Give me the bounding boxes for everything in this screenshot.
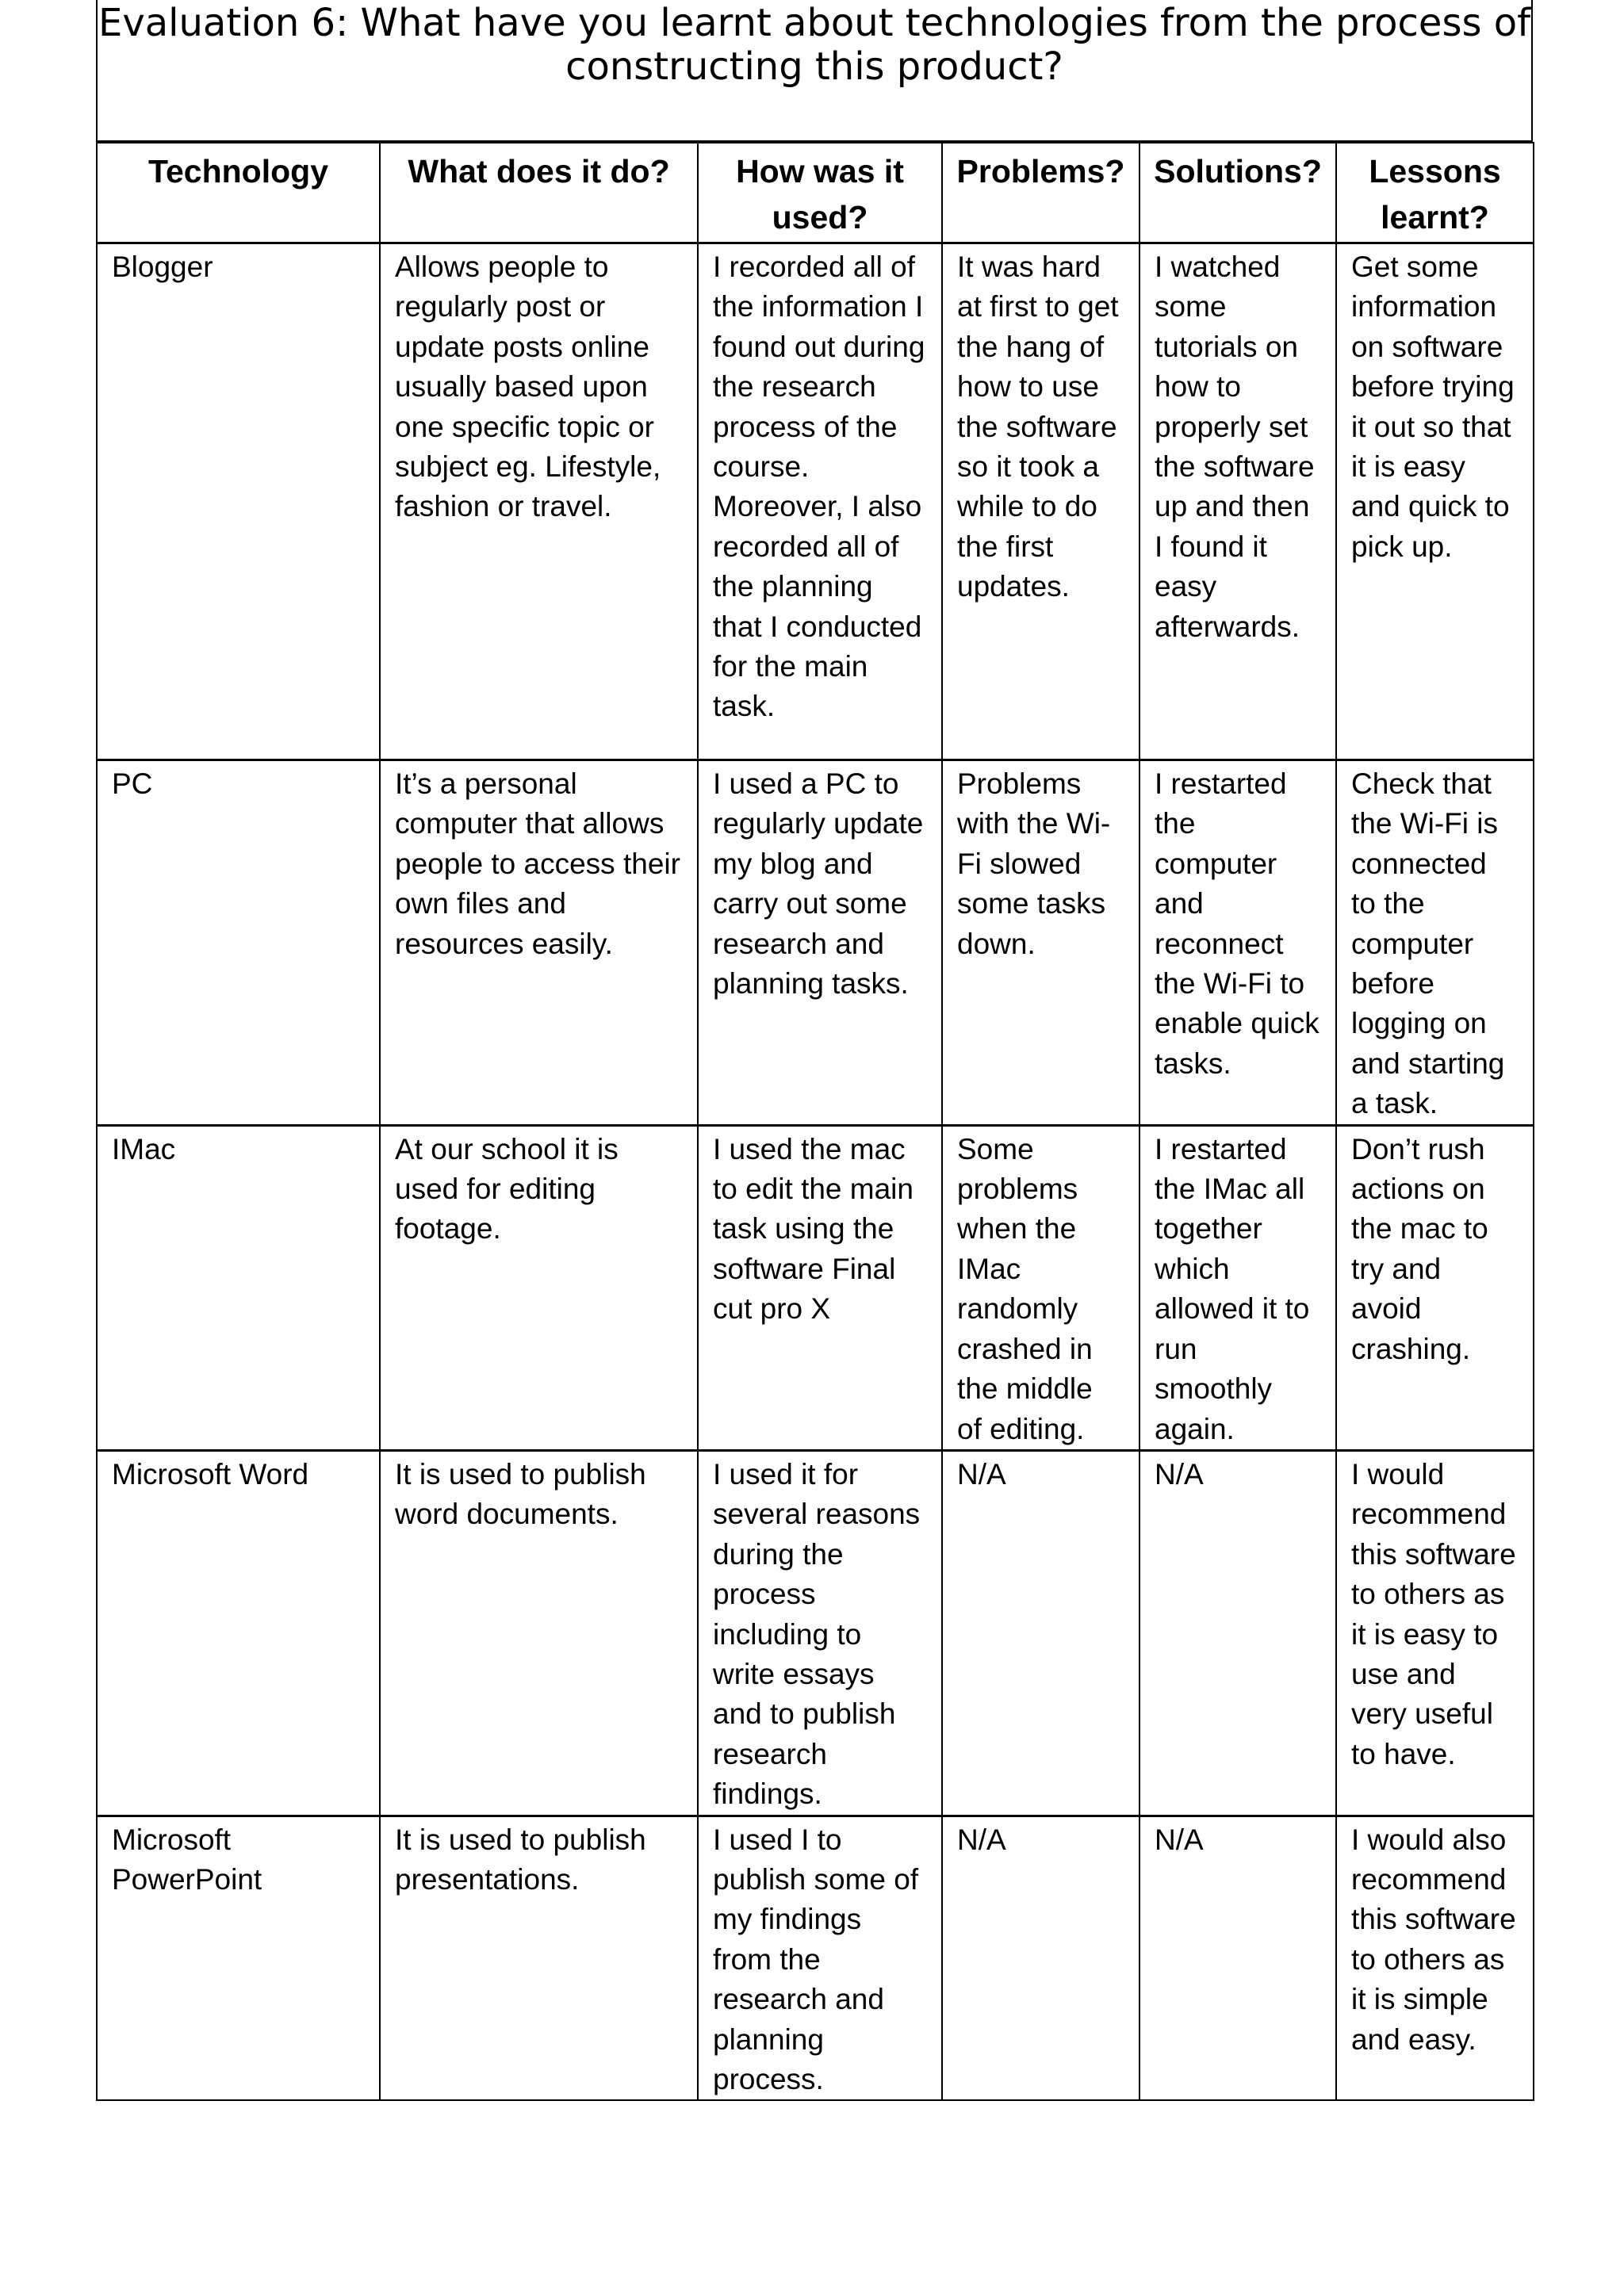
- cell-problems: Problems with the Wi-Fi slowed some tasks down.: [942, 760, 1139, 1126]
- cell-what: At our school it is used for editing footage.: [380, 1125, 698, 1450]
- table-row: [97, 1816, 1534, 2100]
- cell-how: I used I to publish some of my findings from the research and planning process.: [698, 1816, 942, 2100]
- cell-solutions: I restarted the IMac all together which allowed it to run smoothly again.: [1139, 1125, 1336, 1450]
- cell-technology: PC: [97, 760, 380, 1126]
- cell-solutions: I restarted the computer and reconnect the Wi-Fi to enable quick tasks.: [1139, 760, 1336, 1126]
- table-header-row: [97, 143, 1534, 243]
- table-row: [97, 760, 1534, 1126]
- table-row: [97, 243, 1534, 760]
- cell-solutions: N/A: [1139, 1450, 1336, 1816]
- cell-problems: It was hard at first to get the hang of how to use the software so it took a while to do the first updates.: [942, 243, 1139, 760]
- column-header-problems: Problems?: [942, 143, 1139, 243]
- cell-what: It’s a personal computer that allows people to access their own files and resources easily.: [380, 760, 698, 1126]
- column-header-what: What does it do?: [380, 143, 698, 243]
- cell-problems: N/A: [942, 1816, 1139, 2100]
- cell-what: Allows people to regularly post or update posts online usually based upon one specific topic or subject eg. Lifestyle, fashion or travel.: [380, 243, 698, 760]
- cell-how: I used the mac to edit the main task using the software Final cut pro X: [698, 1125, 942, 1450]
- cell-technology: Microsoft PowerPoint: [97, 1816, 380, 2100]
- cell-solutions: N/A: [1139, 1816, 1336, 2100]
- column-header-lessons: Lessons learnt?: [1336, 143, 1534, 243]
- cell-how: I recorded all of the information I found out during the research process of the course. Moreover, I also recorded all of the planning that I conducted for the main task.: [698, 243, 942, 760]
- cell-lessons: I would also recommend this software to others as it is simple and easy.: [1336, 1816, 1534, 2100]
- cell-technology: Microsoft Word: [97, 1450, 380, 1816]
- evaluation-table: [96, 142, 1534, 2101]
- cell-lessons: Check that the Wi-Fi is connected to the computer before logging on and starting a task.: [1336, 760, 1534, 1126]
- cell-what: It is used to publish presentations.: [380, 1816, 698, 2100]
- column-header-technology: Technology: [97, 143, 380, 243]
- cell-lessons: Get some information on software before trying it out so that it is easy and quick to pick up.: [1336, 243, 1534, 760]
- table-row: [97, 1125, 1534, 1450]
- cell-lessons: Don’t rush actions on the mac to try and avoid crashing.: [1336, 1125, 1534, 1450]
- cell-how: I used it for several reasons during the process including to write essays and to publish research findings.: [698, 1450, 942, 1816]
- document-title: Evaluation 6: What have you learnt about technologies from the process of constructing this product?: [96, 0, 1533, 142]
- column-header-how: How was it used?: [698, 143, 942, 243]
- cell-what: It is used to publish word documents.: [380, 1450, 698, 1816]
- cell-lessons: I would recommend this software to others as it is easy to use and very useful to have.: [1336, 1450, 1534, 1816]
- cell-problems: Some problems when the IMac randomly crashed in the middle of editing.: [942, 1125, 1139, 1450]
- column-header-solutions: Solutions?: [1139, 143, 1336, 243]
- cell-technology: Blogger: [97, 243, 380, 760]
- table-row: [97, 1450, 1534, 1816]
- cell-how: I used a PC to regularly update my blog and carry out some research and planning tasks.: [698, 760, 942, 1126]
- cell-problems: N/A: [942, 1450, 1139, 1816]
- cell-technology: IMac: [97, 1125, 380, 1450]
- cell-solutions: I watched some tutorials on how to properly set the software up and then I found it easy afterwards.: [1139, 243, 1336, 760]
- document-page: [96, 0, 1533, 2101]
